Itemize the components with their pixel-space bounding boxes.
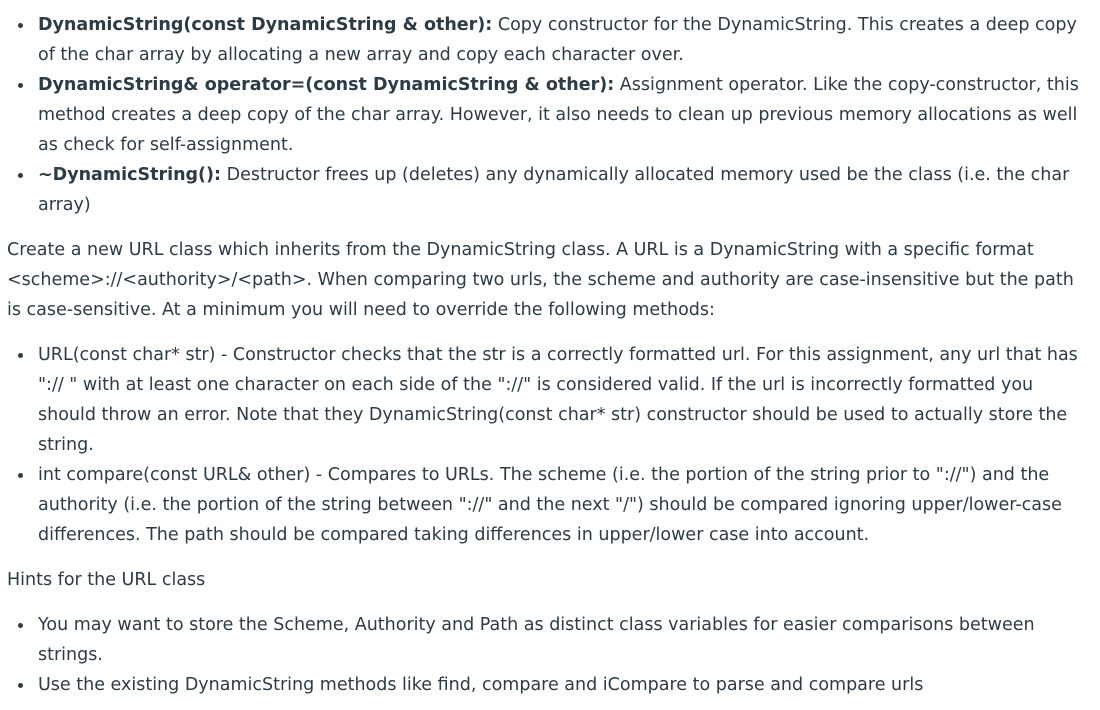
method-description: Assignment operator. Like the copy-constructor, this method creates a deep copy of the char array. However, it also needs to clean up previous memory allocations as well as check for self-assignment. (38, 75, 1079, 155)
method-description: Destructor frees up (deletes) any dynamically allocated memory used be the class (i.e. the char array) (38, 165, 1070, 215)
list-item-assignment-operator (38, 70, 1087, 160)
list-item-copy-constructor (38, 10, 1087, 70)
document-body (7, 10, 1087, 700)
hints-heading: Hints for the URL class (7, 570, 206, 590)
url-class-paragraph: Create a new URL class which inherits from the DynamicString class. A URL is a DynamicString with a specific format <scheme>://<authority>/<path>. When comparing two urls, the scheme and authority are case-insensitive but the path is case-sensitive. At a minimum you will need to override the following methods: (7, 240, 1074, 320)
list-item-compare-method: int compare(const URL& other) - Compares to URLs. The scheme (i.e. the portion of the string prior to "://") and the authority (i.e. the portion of the string between "://" and the next "/") should be compared ignoring upper/lower-case differences. The path should be compared taking differences in upper/lower case into account. (38, 460, 1087, 550)
method-description: Copy constructor for the DynamicString. This creates a deep copy of the char array by allocating a new array and copy each character over. (38, 15, 1077, 65)
method-signature: DynamicString& operator=(const DynamicString & other): (38, 75, 615, 95)
hint-item: Use the existing DynamicString methods like find, compare and iCompare to parse and compare urls (38, 670, 1087, 700)
list-item-url-constructor: URL(const char* str) - Constructor checks that the str is a correctly formatted url. For this assignment, any url that has ":// " with at least one character on each side of the "://" is considered valid. If the url is incorrectly formatted you should throw an error. Note that they DynamicString(const char* str) constructor should be used to actually store the string. (38, 340, 1087, 460)
method-signature: ~DynamicString(): (38, 165, 222, 185)
method-signature: DynamicString(const DynamicString & other): (38, 15, 493, 35)
hints-list (7, 610, 1087, 700)
methods-list (7, 10, 1087, 220)
hint-item: You may want to store the Scheme, Authority and Path as distinct class variables for easier comparisons between strings. (38, 610, 1087, 670)
list-item-destructor (38, 160, 1087, 220)
url-methods-list (7, 340, 1087, 550)
